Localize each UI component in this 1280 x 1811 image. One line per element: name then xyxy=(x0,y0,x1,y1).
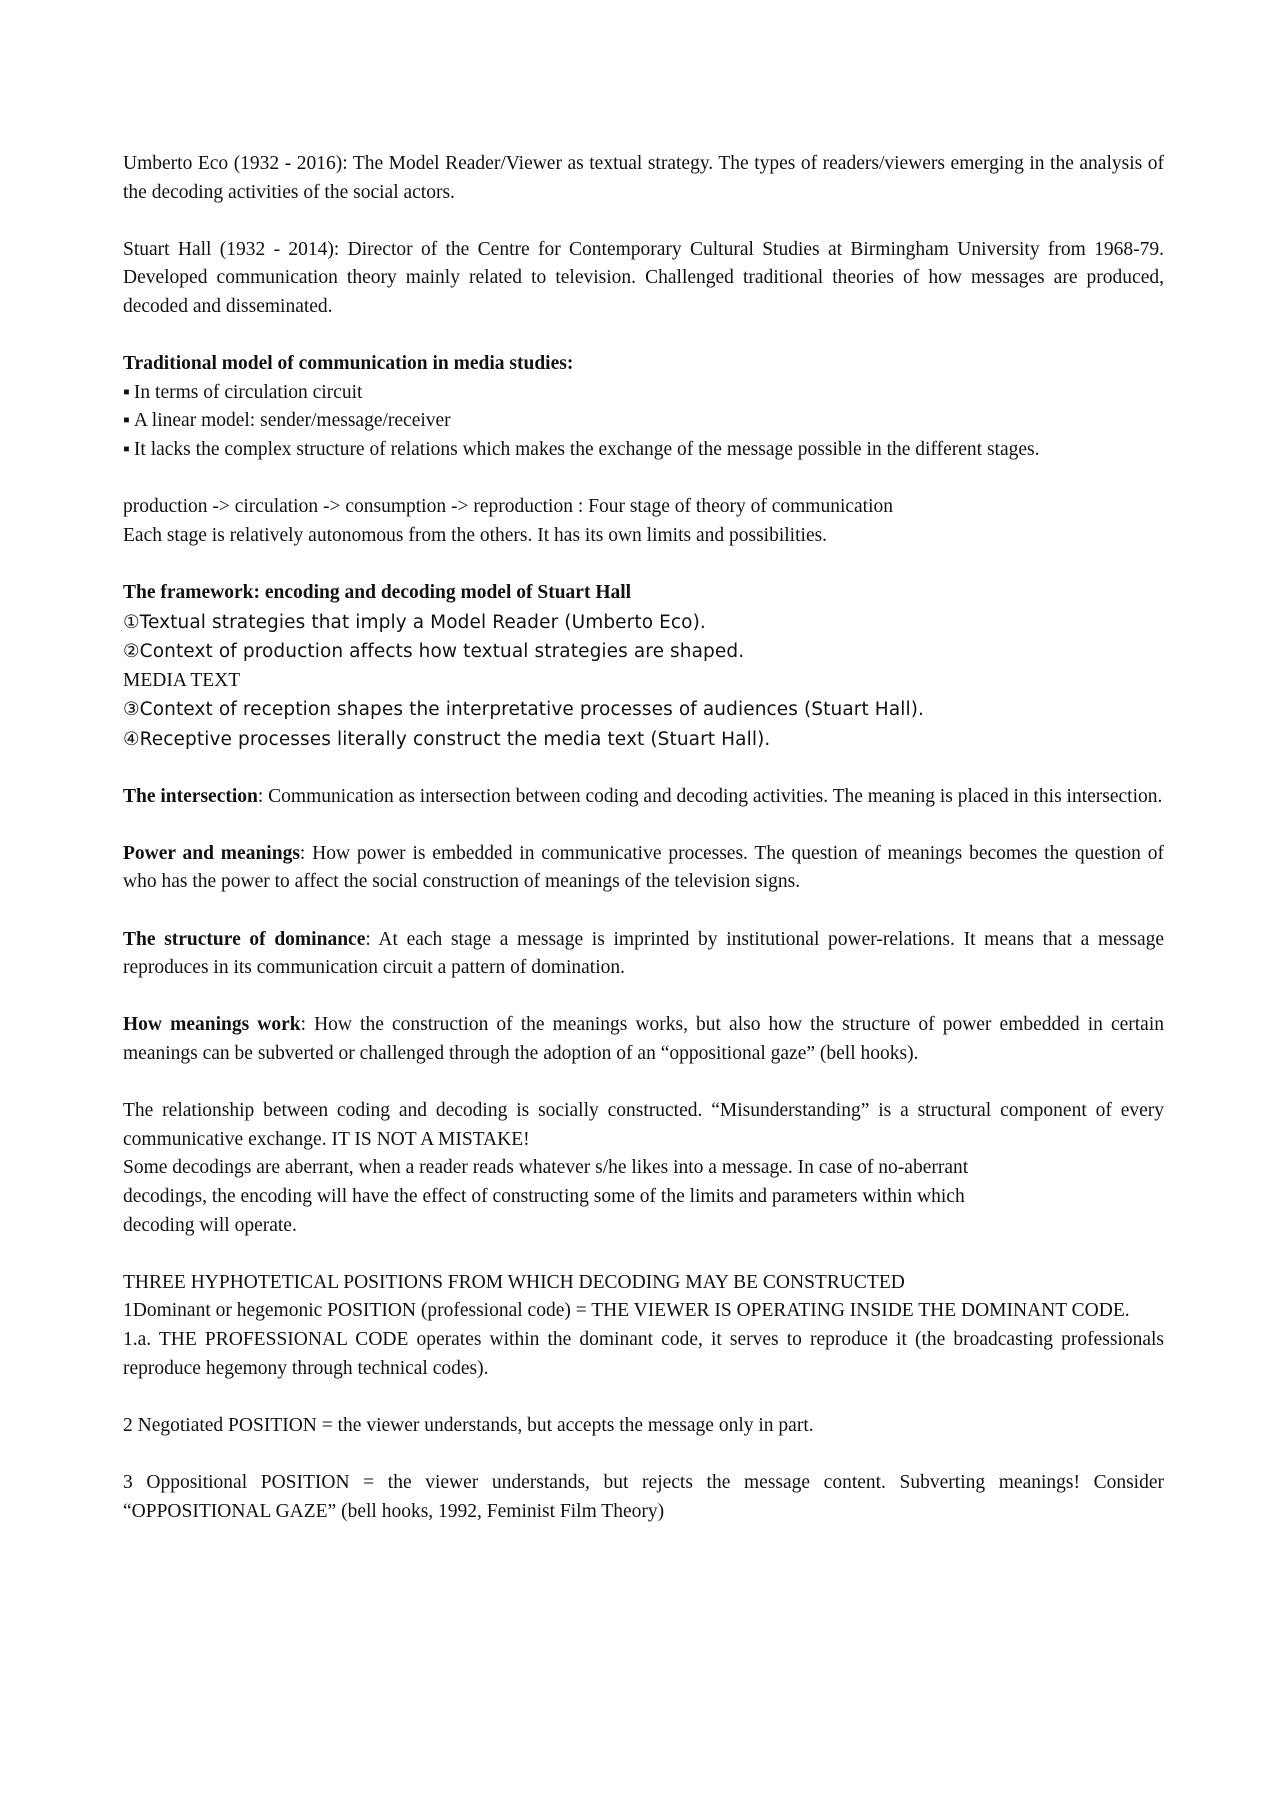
meanings-paragraph: How meanings work: How the construction of the meanings works, but also how the structure of power embedded in certain meanings can be subverted or challenged through the adoption of an “oppositional gaze” (bell hooks). xyxy=(123,1014,1164,1065)
framework-item-3: ③Context of reception shapes the interpretative processes of audiences (Stuart Hall). xyxy=(123,699,925,721)
framework-item-4: ④Receptive processes literally construct the media text (Stuart Hall). xyxy=(123,728,771,750)
meanings-term: How meanings work xyxy=(123,1014,301,1036)
position-1: 1Dominant or hegemonic POSITION (professional code) = THE VIEWER IS OPERATING INSIDE THE DOMINANT CODE. xyxy=(123,1300,1130,1322)
framework-item-2: ②Context of production affects how textual strategies are shaped. xyxy=(123,641,745,662)
framework-heading: The framework: encoding and decoding model of Stuart Hall xyxy=(123,581,632,603)
bullet-icon: ▪ xyxy=(123,410,130,432)
power-term: Power and meanings xyxy=(123,842,300,864)
framework-item-1: ①Textual strategies that imply a Model Reader (Umberto Eco). xyxy=(123,611,706,633)
traditional-model-list xyxy=(123,379,1164,465)
position-3: 3 Oppositional POSITION = the viewer understands, but rejects the message content. Subverting meanings! Consider “OPPOSITIONAL GAZE” (bell hooks, 1992, Feminist Film Theory) xyxy=(123,1471,1164,1522)
list-item: ▪ In terms of circulation circuit xyxy=(123,379,1164,408)
document-page xyxy=(123,150,1164,1526)
positions-heading: THREE HYPHOTETICAL POSITIONS FROM WHICH DECODING MAY BE CONSTRUCTED xyxy=(123,1271,905,1293)
aberrant-line-1: Some decodings are aberrant, when a reader reads whatever s/he likes into a message. In case of no-aberrant xyxy=(123,1157,969,1179)
bullet-icon: ▪ xyxy=(123,438,130,460)
aberrant-line-3: decoding will operate. xyxy=(123,1214,297,1236)
stages-line: production -> circulation -> consumption -> reproduction : Four stage of theory of communication xyxy=(123,496,894,518)
list-item: ▪ It lacks the complex structure of relations which makes the exchange of the message possible in the different stages. xyxy=(123,436,1164,465)
intersection-term: The intersection xyxy=(123,785,258,807)
media-text-label: MEDIA TEXT xyxy=(123,669,241,691)
traditional-model-heading: Traditional model of communication in media studies: xyxy=(123,353,574,375)
list-item: ▪ A linear model: sender/message/receiver xyxy=(123,407,1164,436)
relationship-paragraph: The relationship between coding and decoding is socially constructed. “Misunderstanding” is a structural component of every communicative exchange. IT IS NOT A MISTAKE! xyxy=(123,1100,1164,1150)
intersection-paragraph: The intersection: Communication as intersection between coding and decoding activities. The meaning is placed in this intersection. xyxy=(123,785,1163,807)
hall-paragraph: Stuart Hall (1932 - 2014): Director of the Centre for Contemporary Cultural Studies at Birmingham University from 1968-79. Developed communication theory mainly related to television. Challenged traditional theories of how messages are produced, decoded and disseminated. xyxy=(123,238,1164,317)
position-2: 2 Negotiated POSITION = the viewer understands, but accepts the message only in part. xyxy=(123,1414,814,1436)
eco-paragraph: Umberto Eco (1932 - 2016): The Model Reader/Viewer as textual strategy. The types of readers/viewers emerging in the analysis of the decoding activities of the social actors. xyxy=(123,153,1164,203)
structure-term: The structure of dominance xyxy=(123,928,366,950)
power-paragraph: Power and meanings: How power is embedded in communicative processes. The question of meanings becomes the question of who has the power to affect the social construction of meanings of the television signs. xyxy=(123,842,1164,893)
structure-paragraph: The structure of dominance: At each stage a message is imprinted by institutional power-relations. It means that a message reproduces in its communication circuit a pattern of domination. xyxy=(123,928,1165,979)
stages-autonomy-line: Each stage is relatively autonomous from the others. It has its own limits and possibilities. xyxy=(123,524,828,546)
bullet-icon: ▪ xyxy=(123,381,130,403)
aberrant-line-2: decodings, the encoding will have the effect of constructing some of the limits and parameters within which xyxy=(123,1186,965,1207)
position-1a: 1.a. THE PROFESSIONAL CODE operates within the dominant code, it serves to reproduce it (the broadcasting professionals reproduce hegemony through technical codes). xyxy=(123,1328,1164,1379)
